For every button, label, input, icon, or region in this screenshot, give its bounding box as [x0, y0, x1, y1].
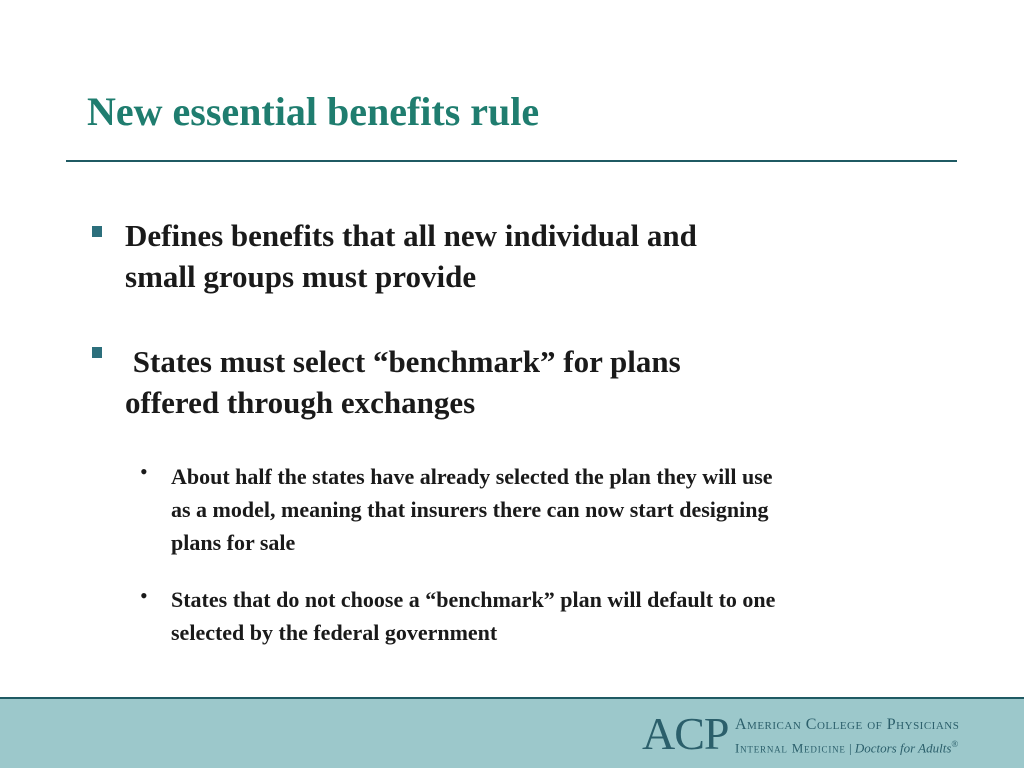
registered-mark: ® — [951, 739, 959, 749]
bullet-square-icon — [92, 347, 102, 358]
bullet-text: States must select “benchmark” for plans offered through exchanges — [125, 344, 681, 420]
bullet-square-icon — [92, 226, 102, 237]
sub-bullet-text: States that do not choose a “benchmark” plan will default to one selected by the federal government — [171, 587, 776, 645]
bullet-text: Defines benefits that all new individual and small groups must provide — [125, 218, 697, 294]
logo-subline — [735, 736, 958, 756]
logo-separator: | — [848, 740, 852, 756]
sub-bullet-text: About half the states have already selected the plan they will use as a model, meaning that insurers there can now start designing plans for sale — [171, 464, 773, 555]
logo-tagline: Doctors for Adults — [854, 740, 952, 756]
sub-bullet-dot-icon: • — [140, 583, 148, 608]
title-divider — [66, 160, 957, 162]
logo-division: Internal Medicine — [735, 740, 846, 756]
logo-mark: ACP — [642, 708, 729, 759]
logo-org-name: American College of Physicians — [735, 716, 960, 733]
sub-bullet-dot-icon: • — [140, 459, 148, 484]
slide-title: New essential benefits rule — [87, 89, 540, 134]
acp-logo — [642, 710, 982, 760]
